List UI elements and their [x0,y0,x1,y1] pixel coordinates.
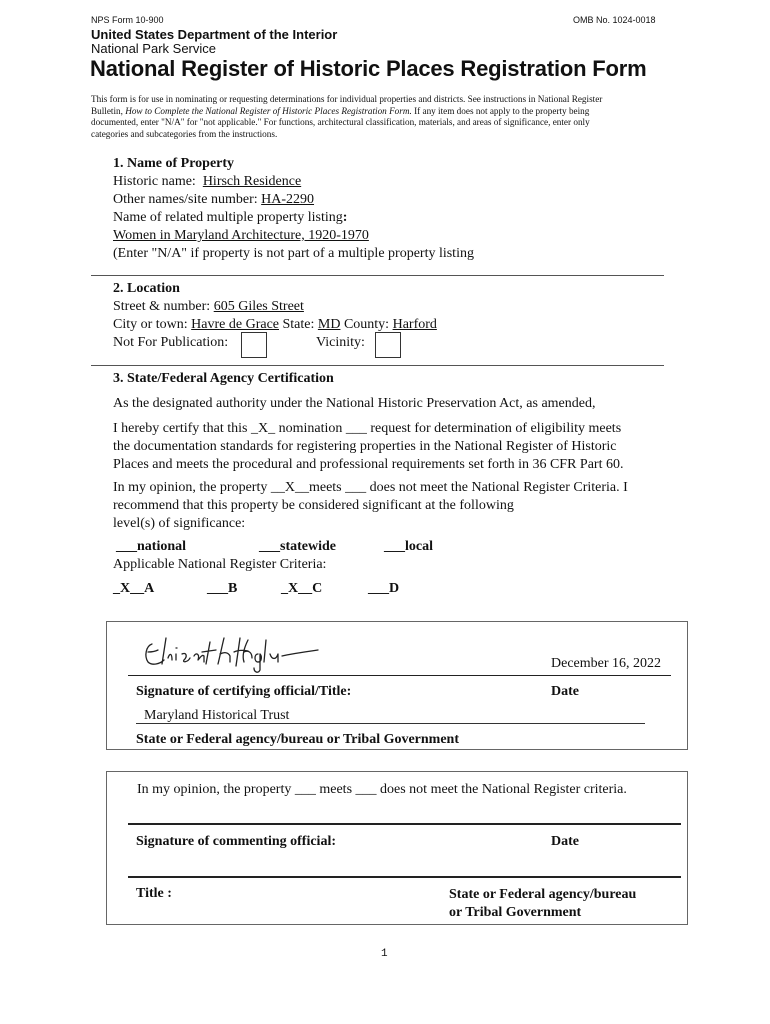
vicinity-label: Vicinity: [316,335,365,350]
comment-date-label: Date [551,834,579,849]
comment-signature-line [128,823,681,825]
comment-title-line [128,876,681,878]
state-value: MD [317,317,341,332]
section-divider [91,275,664,276]
section2-heading: 2. Location [113,281,180,296]
comment-opinion: In my opinion, the property ___ meets ___ does not meet the National Register criteria. [137,782,627,797]
intro-line: Bulletin, How to Complete the National Register of Historic Places Registration Form. If any item does not apply to the property being [91,105,590,116]
opinion-line: In my opinion, the property __X__meets ___ does not meet the National Register Criteria. I [113,480,628,495]
criterion-b: ___B [207,581,238,596]
date-label: Date [551,684,579,699]
other-names-row [113,192,314,208]
form-number: NPS Form 10-900 [91,15,164,25]
agency-label: State or Federal agency/bureau or Tribal Government [136,732,460,747]
multiple-listing-note: (Enter "N/A" if property is not part of a multiple property listing [113,246,474,261]
comment-agency-line: or Tribal Government [449,905,582,920]
other-names-value: HA-2290 [261,192,315,207]
opinion-statement [113,479,628,533]
county-label: County: [343,317,390,332]
intro-line: documented, enter "N/A" for "not applicable." For functions, architectural classification, materials, and areas of significance, enter only [91,117,590,127]
other-names-label: Other names/site number: [113,192,258,207]
multiple-listing-label: Name of related multiple property listing: [113,210,348,225]
page-number: 1 [381,948,388,960]
intro-paragraph [91,94,681,140]
section-divider [91,365,664,366]
certify-statement [113,420,624,474]
multiple-listing-value: Women in Maryland Architecture, 1920-1970 [113,228,369,243]
criterion-a: _X__A [113,581,155,596]
intro-line: This form is for use in nominating or requesting determinations for individual properties and districts. See instructions in National Register [91,94,603,104]
section1-heading: 1. Name of Property [113,156,235,171]
certify-line: the documentation standards for registering properties in the National Register of Historic [113,439,617,454]
state-label: State: [282,317,315,332]
signature-image [140,630,320,674]
certification-date: December 16, 2022 [551,656,662,671]
certify-line: Places and meets the procedural and professional requirements set forth in 36 CFR Part 60. [113,457,624,472]
street-row [113,299,304,315]
street-value: 605 Giles Street [213,299,304,314]
vicinity-checkbox[interactable] [375,332,401,358]
certify-line: I hereby certify that this _X_ nomination ___ request for determination of eligibility meets [113,421,622,436]
level-local: ___local [384,539,433,554]
county-value: Harford [392,317,437,332]
comment-title-label: Title : [136,886,172,901]
authority-statement: As the designated authority under the National Historic Preservation Act, as amended, [113,396,596,411]
street-label: Street & number: [113,299,211,314]
level-national: ___national [116,539,187,554]
intro-bulletin-title: How to Complete the National Register of Historic Places Registration Form. [125,105,412,116]
service-name: National Park Service [91,41,216,56]
signature-label: Signature of certifying official/Title: [136,684,352,699]
historic-name-label: Historic name: [113,174,196,189]
historic-name-value: Hirsch Residence [202,174,302,189]
not-for-publication-checkbox[interactable] [241,332,267,358]
department-name: United States Department of the Interior [91,27,338,42]
criterion-c: _X__C [281,581,323,596]
opinion-line: level(s) of significance: [113,516,246,531]
criteria-label: Applicable National Register Criteria: [113,557,327,572]
signature-line [128,675,671,676]
agency-line [136,723,645,724]
section3-heading: 3. State/Federal Agency Certification [113,371,334,386]
comment-agency-line: State or Federal agency/bureau [449,887,637,902]
opinion-line: recommend that this property be considered significant at the following [113,498,514,513]
criterion-d: ___D [368,581,400,596]
historic-name-row [113,174,301,190]
intro-line: categories and subcategories from the instructions. [91,128,278,139]
form-title: National Register of Historic Places Registration Form [90,56,647,81]
city-state-county-row [113,317,437,333]
city-label: City or town: [113,317,188,332]
comment-signature-label: Signature of commenting official: [136,834,336,849]
comment-agency-label [449,886,636,922]
city-value: Havre de Grace [191,317,279,332]
level-statewide: ___statewide [259,539,336,554]
agency-value: Maryland Historical Trust [144,708,290,723]
omb-number: OMB No. 1024-0018 [573,15,656,25]
not-for-publication-label: Not For Publication: [113,335,229,350]
